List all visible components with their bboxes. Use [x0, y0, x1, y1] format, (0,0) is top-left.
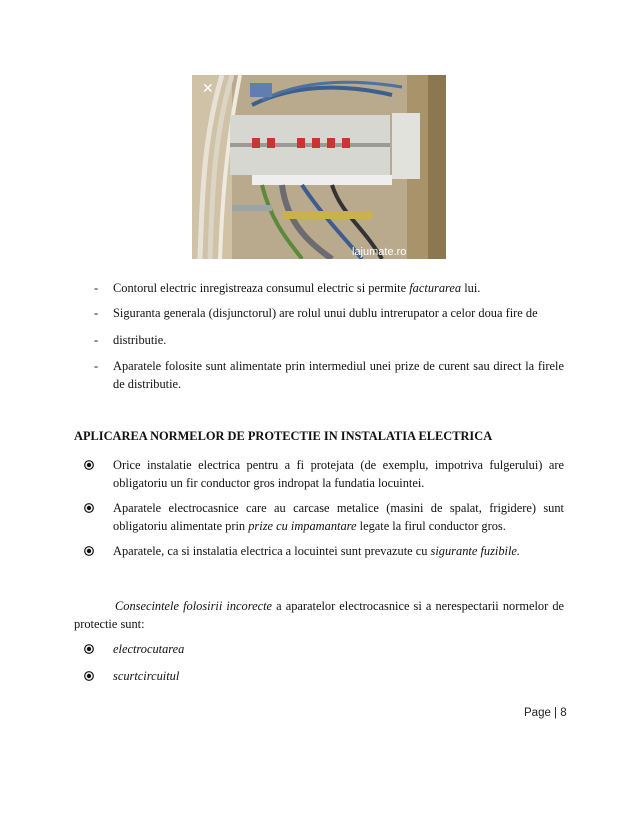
- list-item-text: Orice instalatie electrica pentru a fi protejata (de exemplu, impotriva fulgerului) are obligatoriu un fir conductor gros indropat la fundatia locuintei.: [113, 458, 564, 490]
- dash-marker: -: [94, 333, 99, 347]
- list-item-text: Siguranta generala (disjunctorul) are rolul unui dublu intrerupator a celor doua fire de: [113, 306, 538, 320]
- panel-illustration: [192, 75, 446, 259]
- bullet-icon: [84, 671, 94, 681]
- consequences-paragraph: Consecintele folosirii incorecte a aparatelor electrocasnice si a nerespectarii normelor de protectie sunt:: [74, 599, 565, 631]
- dash-marker: -: [94, 281, 99, 295]
- bullet-icon: [84, 644, 94, 654]
- bullet-icon: [84, 503, 94, 513]
- list-item-text: electrocutarea: [113, 642, 185, 656]
- bullet-icon: [84, 460, 94, 470]
- page-number: Page | 8: [524, 707, 567, 719]
- bullet-icon: [84, 546, 94, 556]
- list-item-text: Aparatele folosite sunt alimentate prin intermediul unei prize de curent sau direct la firele de distributie.: [113, 359, 564, 391]
- list-item-text: Contorul electric inregistreaza consumul electric si permite facturarea lui.: [113, 281, 481, 295]
- section-heading: APLICAREA NORMELOR DE PROTECTIE IN INSTALATIA ELECTRICA: [74, 429, 493, 443]
- close-icon: ✕: [202, 81, 214, 97]
- dash-marker: -: [94, 359, 99, 373]
- watermark: lajumate.ro: [352, 246, 407, 258]
- list-item-text: scurtcircuitul: [113, 669, 180, 683]
- list-item-text: Aparatele, ca si instalatia electrica a locuintei sunt prevazute cu sigurante fuzibile.: [113, 544, 521, 558]
- list-item-text: distributie.: [113, 333, 167, 347]
- electrical-panel-photo: [192, 75, 446, 259]
- list-item-text: Aparatele electrocasnice care au carcase metalice (masini de spalat, frigidere) sunt obligatoriu alimentate prin prize cu impamantare legate la firul conductor gros.: [113, 501, 564, 533]
- dash-marker: -: [94, 306, 99, 320]
